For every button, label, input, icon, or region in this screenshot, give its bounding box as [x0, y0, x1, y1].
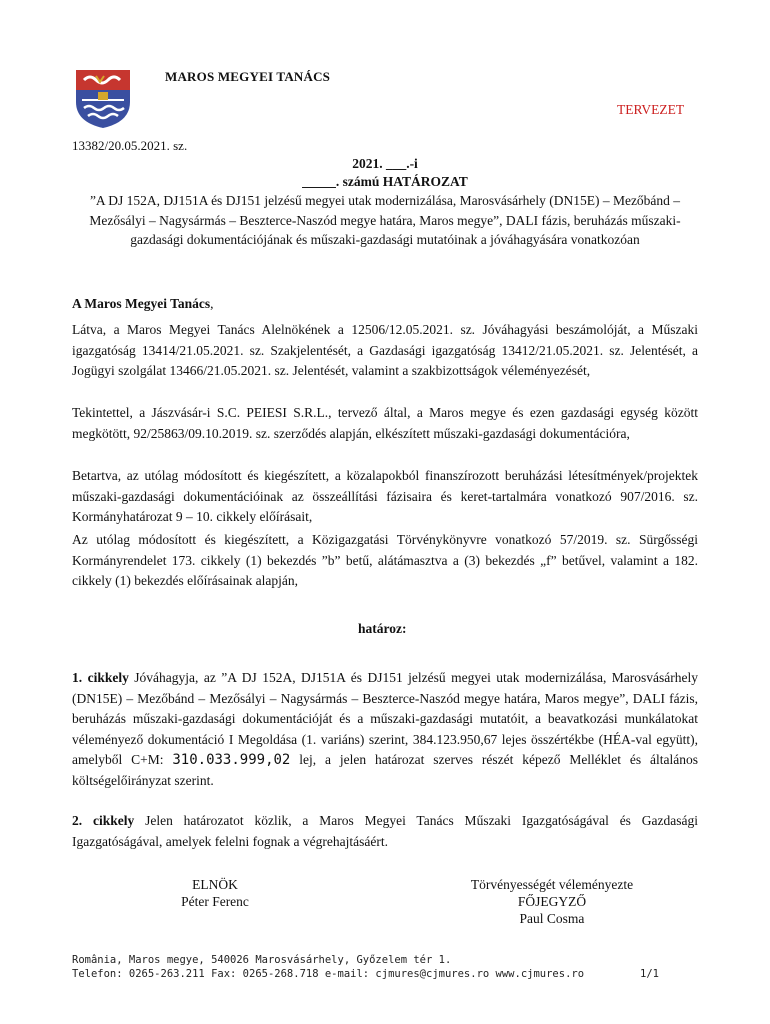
article-1 — [72, 668, 698, 791]
reference-number: 13382/20.05.2021. sz. — [72, 138, 188, 153]
article-1-text-end: lej, a jelen határozat szerves részét képező Melléklet és általános költségelőirányzat szerint. — [72, 752, 699, 788]
signature-president — [150, 876, 280, 910]
council-name: MAROS MEGYEI TANÁCS — [165, 69, 331, 84]
article-2-label: 2. cikkely — [72, 813, 135, 828]
article-1-label: 1. cikkely — [72, 670, 129, 685]
footer-contact: Telefon: 0265-263.211 Fax: 0265-268.718 e-mail: cjmures@cjmures.ro www.cjmures.ro — [72, 968, 585, 980]
decides-heading: határoz: — [358, 621, 407, 636]
intro-line — [72, 294, 698, 315]
resolution-subject: ”A DJ 152A, DJ151A és DJ151 jelzésű megyei utak modernizálása, Marosvásárhely (DN15E) – Mezőbánd – Mezősályi – Nagysármás – Beszterce-Naszód megye határa, Maros megye”, DALI fázis, beruházás műszaki-gazdasági dokumentációjának és műszaki-gazdasági mutatóinak a jóváhagyására vonatkozóan — [89, 193, 681, 247]
article-1-text: Jóváhagyja, az ”A DJ 152A, DJ151A és DJ151 jelzésű megyei utak modernizálása, Marosvásárhely (DN15E) – Mezőbánd – Mezősályi – Nagysármás – Beszterce-Naszód megye határa, Maros megye”, DALI fázis, beruházás műszaki-gazdasági dokumentációját és a műszaki-gazdasági mutatóit, a beavatkozási munkálatokat véleményező dokumentáció I Megoldása (1. variáns) szerint, 384.123.950,67 lejes összértékbe (HÉA-val együtt), amelyből C+M: — [72, 670, 698, 767]
president-title: ELNÖK — [192, 877, 238, 892]
secretary-endorsement: Törvényességét véleményezte — [470, 877, 634, 892]
article-1-amount: 310.033.999,02 — [172, 752, 291, 768]
paragraph-considering: Tekintettel, a Jászvásár-i S.C. PEIESI S.R.L., tervező által, a Maros megye és ezen gazdasági egység között megkötött, 92/25863/09.10.2019. sz. szerződés alapján, elkészített műszaki-gazdasági dokumentációra, — [72, 405, 698, 441]
article-2-text: Jelen határozatot közlik, a Maros Megyei Tanács Műszaki Igazgatóságával és Gazdasági Igazgatóságával, amelyek felelni fognak a végrehajtásáért. — [72, 813, 698, 849]
paragraph-legal-basis: Az utólag módosított és kiegészített, a Közigazgatási Törvénykönyvre vonatkozó 57/2019. sz. Sürgősségi Kormányrendelet 173. cikkely (1) bekezdés ”b” betű, alátámasztva a (3) bekezdés „f” betűvel, valamint a 182. cikkely (1) bekezdés előírásainak alapján, — [72, 532, 698, 588]
page-number: 1/1 — [640, 968, 659, 980]
paragraph-observing: Betartva, az utólag módosított és kiegészített, a közalapokból finanszírozott beruházási létesítmények/projektek műszaki-gazdasági dokumentációinak az összeállítási fázisaira és keret-tartalmára vonatkozó 907/2016. sz. Kormányhatározat 9 – 10. cikkely előírásait, — [72, 468, 698, 524]
article-2 — [72, 811, 698, 852]
resolution-title: _____. számú HATÁROZAT — [302, 173, 468, 189]
secretary-title: FŐJEGYZŐ — [517, 894, 587, 909]
resolution-year: 2021. ___.-i — [352, 156, 418, 171]
resolution-heading — [72, 154, 698, 250]
secretary-name: Paul Cosma — [519, 911, 585, 926]
draft-label: TERVEZET — [617, 102, 685, 117]
intro-council: A Maros Megyei Tanács — [72, 296, 211, 311]
president-name: Péter Ferenc — [181, 894, 249, 909]
paragraph-seen: Látva, a Maros Megyei Tanács Alelnökének a 12506/12.05.2021. sz. Jóváhagyási beszámolóját, a Műszaki igazgatóság 13414/21.05.2021. sz. Szakjelentését, a Gazdasági igazgatóság 13412/21.05.2021. sz. Jelentését, a Jogügyi szolgálat 13466/21.05.2021. sz. Jelentését, valamint a szakbizottságok véleményezését, — [72, 322, 698, 378]
signature-secretary — [452, 876, 652, 927]
footer-address: România, Maros megye, 540026 Marosvásárhely, Győzelem tér 1. — [72, 954, 452, 966]
county-crest-logo — [74, 68, 132, 130]
intro-comma: , — [210, 296, 214, 311]
